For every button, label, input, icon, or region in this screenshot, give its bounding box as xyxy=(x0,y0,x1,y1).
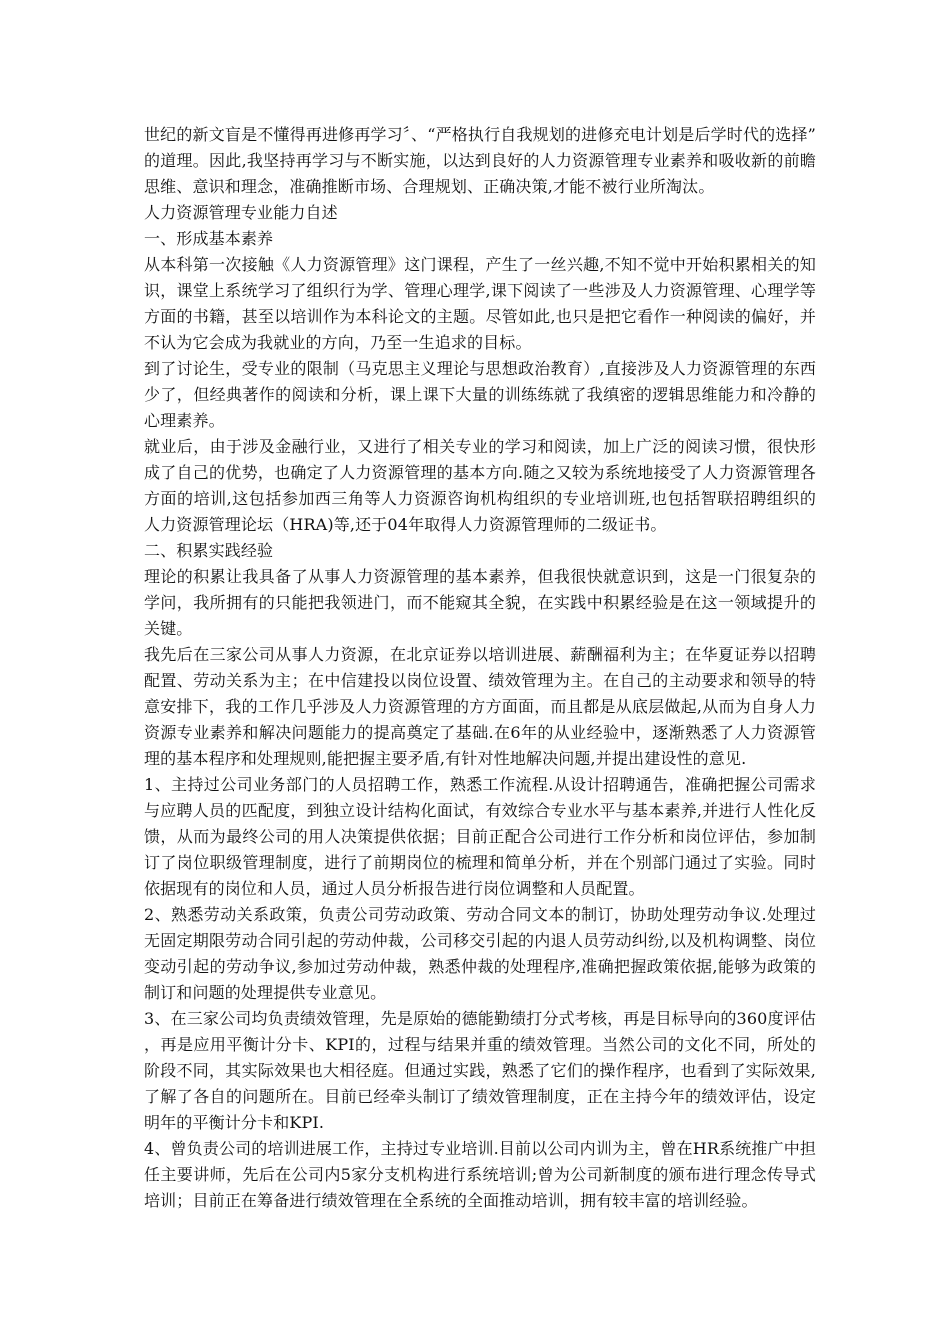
section-heading-1: 一、形成基本素养 xyxy=(144,229,274,248)
intro-paragraph: 世纪的新文盲是不懂得再进修再学习〞、“严格执行自我规划的进修充电计划是后学时代的选择”的道理。因此,我坚持再学习与不断实施，以达到良好的人力资源管理专业素养和吸收新的前瞻思维、意识和理念，准确推断市场、合理规划、正确决策,才能不被行业所淘汰。 xyxy=(144,125,816,196)
paragraph: 从本科第一次接触《人力资源管理》这门课程，产生了一丝兴趣,不知不觉中开始积累相关的知识，课堂上系统学习了组织行为学、管理心理学,课下阅读了一些涉及人力资源管理、心理学等方面的书籍，甚至以培训作为本科论文的主题。尽管如此,也只是把它看作一种阅读的偏好，并不认为它会成为我就业的方向，乃至一生追求的目标。 xyxy=(144,255,816,352)
document-title: 人力资源管理专业能力自述 xyxy=(144,203,338,222)
paragraph: 我先后在三家公司从事人力资源，在北京证券以培训进展、薪酬福利为主；在华夏证券以招聘配置、劳动关系为主；在中信建投以岗位设置、绩效管理为主。在自己的主动要求和领导的特意安排下，我的工作几乎涉及人力资源管理的方方面面，而且都是从底层做起,从而为自身人力资源专业素养和解决问题能力的提高奠定了基础.在6年的从业经验中，逐渐熟悉了人力资源管理的基本程序和处理规则,能把握主要矛盾,有针对性地解决问题,并提出建设性的意见. xyxy=(144,645,816,768)
section-heading-2: 二、积累实践经验 xyxy=(144,541,274,560)
list-item: 3、在三家公司均负责绩效管理，先是原始的德能勤绩打分式考核，再是目标导向的360度评估，再是应用平衡计分卡、KPI的，过程与结果并重的绩效管理。当然公司的文化不同，所处的阶段不同，其实际效果也大相径庭。但通过实践，熟悉了它们的操作程序，也看到了实际效果,了解了各自的问题所在。目前已经牵头制订了绩效管理制度，正在主持今年的绩效评估，设定明年的平衡计分卡和KPI. xyxy=(144,1009,816,1132)
paragraph: 就业后，由于涉及金融行业，又进行了相关专业的学习和阅读，加上广泛的阅读习惯，很快形成了自己的优势，也确定了人力资源管理的基本方向.随之又较为系统地接受了人力资源管理各方面的培训,这包括参加西三角等人力资源咨询机构组织的专业培训班,也包括智联招聘组织的人力资源管理论坛（HRA)等,还于04年取得人力资源管理师的二级证书。 xyxy=(144,437,816,534)
paragraph: 到了讨论生，受专业的限制（马克思主义理论与思想政治教育）,直接涉及人力资源管理的东西少了，但经典著作的阅读和分析，课上课下大量的训练练就了我缜密的逻辑思维能力和冷静的心理素养。 xyxy=(144,359,816,430)
list-item: 2、熟悉劳动关系政策，负责公司劳动政策、劳动合同文本的制订，协助处理劳动争议.处理过无固定期限劳动合同引起的劳动仲裁，公司移交引起的内退人员劳动纠纷,以及机构调整、岗位变动引起的劳动争议,参加过劳动仲裁，熟悉仲裁的处理程序,准确把握政策依据,能够为政策的制订和问题的处理提供专业意见。 xyxy=(144,905,816,1002)
list-item: 4、曾负责公司的培训进展工作，主持过专业培训.目前以公司内训为主，曾在HR系统推广中担任主要讲师，先后在公司内5家分支机构进行系统培训;曾为公司新制度的颁布进行理念传导式培训；目前正在筹备进行绩效管理在全系统的全面推动培训，拥有较丰富的培训经验。 xyxy=(144,1139,816,1210)
list-item: 1、主持过公司业务部门的人员招聘工作，熟悉工作流程.从设计招聘通告，准确把握公司需求与应聘人员的匹配度，到独立设计结构化面试，有效综合专业水平与基本素养,并进行人性化反馈，从而为最终公司的用人决策提供依据；目前正配合公司进行工作分析和岗位评估，参加制订了岗位职级管理制度，进行了前期岗位的梳理和简单分析，并在个别部门通过了实验。同时依据现有的岗位和人员，通过人员分析报告进行岗位调整和人员配置。 xyxy=(144,775,816,898)
paragraph: 理论的积累让我具备了从事人力资源管理的基本素养，但我很快就意识到，这是一门很复杂的学问，我所拥有的只能把我领进门，而不能窥其全貌，在实践中积累经验是在这一领域提升的关键。 xyxy=(144,567,816,638)
document-page xyxy=(144,122,816,1214)
